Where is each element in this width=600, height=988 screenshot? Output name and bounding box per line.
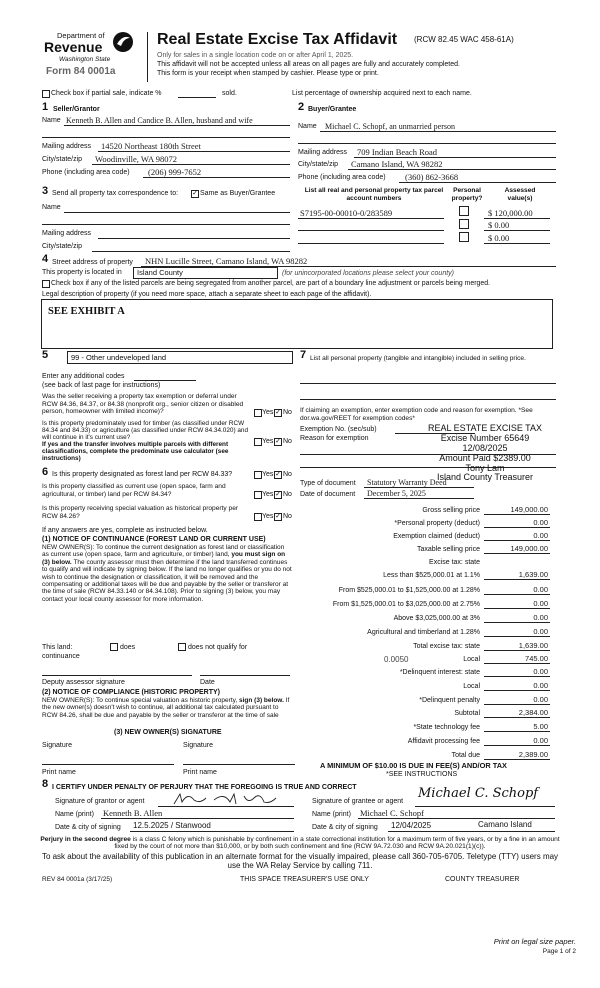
delinquent-state-value[interactable]: 0.00	[533, 667, 548, 676]
county-treasurer-label: COUNTY TREASURER	[445, 876, 520, 883]
dept-line1: Department of	[57, 31, 105, 40]
continuance-heading: (1) NOTICE OF CONTINUANCE (FOREST LAND OR CURRENT USE)	[42, 536, 266, 543]
buyer-name-value[interactable]: Michael C. Schopf, an unmarried person	[325, 122, 455, 131]
total-state-label: Total excise tax: state	[413, 643, 480, 650]
bracket3-value[interactable]: 0.00	[533, 599, 548, 608]
minimum-due-note: A MINIMUM OF $10.00 IS DUE IN FEE(S) AND/OR TAX	[320, 761, 507, 770]
historic-yes-checkbox[interactable]	[254, 513, 262, 521]
personal-col-header: Personal property?	[451, 187, 483, 202]
assessed-col-header: Assessed value(s)	[504, 187, 536, 202]
delinquent-local-label: Local	[463, 683, 480, 690]
deputy-date-label: Date	[200, 679, 215, 686]
seller-name-line	[64, 125, 290, 126]
doc-date-label: Date of document	[300, 491, 356, 498]
excise-state-label: Excise tax: state	[429, 559, 480, 566]
timber-yes-label: Yes	[262, 438, 274, 445]
historic-no-checkbox[interactable]: ✓	[275, 513, 281, 520]
same-as-buyer-checkbox[interactable]: ✓	[192, 190, 198, 197]
timber-question: Is this property predominately used for timber (as classified under RCW 84.34 and 84.33) or agriculture (as classified under RCW 84.34.020) and will continue in it's current use?	[42, 420, 249, 442]
bracket4-value[interactable]: 0.00	[533, 613, 548, 622]
exemption-deduct-label: Exemption claimed (deduct)	[393, 533, 480, 540]
bracket3-label: From $1,525,000.01 to $3,025,000.00 at 2.75%	[332, 601, 480, 608]
assessed-value-1[interactable]: $ 120,000.00	[488, 208, 533, 218]
does-qualify-label: does	[120, 644, 136, 651]
agricultural-label: Agricultural and timberland at 1.28%	[367, 629, 480, 636]
seller-mail-line	[98, 151, 290, 152]
stamp-line2: Excise Number 65649	[440, 433, 530, 443]
located-in-label: This property is located in	[42, 269, 122, 276]
stamp-line4: Amount Paid $2389.00	[439, 453, 531, 463]
see-instructions-note: *SEE INSTRUCTIONS	[386, 771, 458, 778]
additional-codes-note: (see back of last page for instructions)	[42, 382, 161, 389]
form-subtitle-3: This form is your receipt when stamped by cashier. Please type or print.	[157, 70, 379, 77]
historic-question: Is this property receiving special valuation as historical property per RCW 84.26?	[42, 505, 239, 520]
owner-signature-line-1[interactable]	[42, 764, 174, 765]
exemption-yes-label: Yes	[262, 409, 274, 416]
historic-yes-label: Yes	[262, 513, 274, 520]
subtotal-label: Subtotal	[454, 710, 480, 717]
grantor-date-value[interactable]: 12.5.2025 / Stanwood	[133, 821, 211, 830]
buyer-phone-line	[399, 182, 556, 183]
exemption-question: Was the seller receiving a property tax exemption or deferral under RCW 84.36, 84.37, or 84.38 (nonprofit org., senior citizen or disabled person, homeowner with limited income)?	[42, 393, 244, 416]
exemption-yes-checkbox[interactable]	[254, 409, 262, 417]
grantee-date-value[interactable]: 12/04/2025	[391, 821, 432, 830]
timber-no-label: No	[283, 438, 292, 445]
local-value[interactable]: 745.00	[525, 654, 548, 663]
section3-number: 3	[42, 185, 49, 197]
county-select-value: Island County	[137, 268, 183, 277]
revenue-swoosh-icon	[112, 30, 134, 54]
compliance-heading: (2) NOTICE OF COMPLIANCE (HISTORIC PROPERTY)	[42, 689, 220, 696]
grantor-name-line	[101, 818, 294, 819]
buyer-name-label: Name	[298, 123, 317, 130]
owner-signature-label-1: Signature	[42, 742, 72, 749]
does-not-qualify-checkbox[interactable]	[178, 643, 186, 651]
buyer-mail-value[interactable]: 709 Indian Beach Road	[357, 147, 438, 157]
bracket4-label: Above $3,025,000.00 at 3%	[393, 615, 480, 622]
partial-sold-label: sold.	[222, 90, 237, 97]
deputy-date-line[interactable]	[200, 675, 290, 676]
buyer-phone-value[interactable]: (360) 862-3668	[405, 172, 459, 182]
seller-phone-line	[143, 177, 290, 178]
this-land-label: This land:	[42, 644, 73, 651]
form-title-ref: (RCW 82.45 WAC 458-61A)	[414, 35, 514, 44]
buyer-city-label: City/state/zip	[298, 161, 339, 168]
section3-city-line[interactable]	[92, 251, 290, 252]
deputy-signature-label: Deputy assessor signature	[42, 679, 125, 686]
compliance-text: NEW OWNER(S): To continue special valuation as historic property, sign (3) below. If the new owner(s) doesn't wish to continue, all additional tax calculated pursuant to RCW 84.26, shall be due and payable by the seller or transferor at the time of sale	[42, 697, 290, 719]
section3-city-label: City/state/zip	[42, 243, 83, 250]
section4-number: 4	[42, 253, 49, 265]
gross-price-label: Gross selling price	[422, 507, 480, 514]
technology-fee-label: *State technology fee	[413, 724, 480, 731]
doc-date-value[interactable]: December 5, 2025	[367, 489, 426, 498]
local-label: Local	[463, 656, 480, 663]
grantor-date-line	[130, 831, 294, 832]
grantor-signature-label: Signature of grantor or agent	[55, 798, 145, 805]
personal-deduct-label: *Personal property (deduct)	[394, 520, 480, 527]
grantee-name-label: Name (print)	[312, 811, 351, 818]
bracket2-value[interactable]: 0.00	[533, 585, 548, 594]
current-use-no-checkbox[interactable]: ✓	[275, 491, 281, 498]
seller-name-line2	[42, 137, 290, 138]
form-subtitle-2: This affidavit will not be accepted unless all areas on all pages are fully and accurately completed.	[157, 61, 460, 68]
section3-name-line[interactable]	[64, 212, 290, 213]
grantor-name-label: Name (print)	[55, 811, 94, 818]
seller-name-label: Name	[42, 117, 61, 124]
continuance-label: continuance	[42, 653, 80, 660]
total-due-label: Total due	[451, 752, 480, 759]
grantor-name-value[interactable]: Kenneth B. Allen	[103, 808, 163, 818]
total-due-value[interactable]: 2,389.00	[518, 750, 548, 759]
personal-property-checkbox-2[interactable]	[459, 219, 469, 229]
legal-description-value: SEE EXHIBIT A	[48, 306, 125, 317]
delinquent-state-label: *Delinquent interest: state	[399, 669, 480, 676]
personal-property-checkbox-3[interactable]	[459, 232, 469, 242]
legal-description-label: Legal description of property (if you need more space, attach a separate sheet to each page of the affidavit).	[42, 291, 372, 298]
subtotal-value[interactable]: 2,384.00	[518, 708, 548, 717]
grantor-signature[interactable]	[170, 790, 290, 808]
personal-property-line-2[interactable]	[300, 399, 556, 400]
additional-codes-line[interactable]	[134, 380, 196, 381]
buyer-name-line2	[298, 143, 556, 144]
revision-number: REV 84 0001a (3/17/25)	[42, 876, 113, 883]
section5-number: 5	[42, 349, 49, 361]
owner-print-label-1: Print name	[42, 769, 76, 776]
does-not-qualify-label: does not qualify for	[188, 644, 248, 651]
dept-line3: Washington State	[59, 56, 111, 63]
buyer-mail-line	[354, 157, 556, 158]
agricultural-value[interactable]: 0.00	[533, 627, 548, 636]
grantee-date-line	[388, 831, 555, 832]
owner-signature-label-2: Signature	[183, 742, 213, 749]
historic-no-label: No	[283, 513, 292, 520]
exemption-no-checkbox[interactable]: ✓	[275, 409, 281, 416]
personal-property-label: List all personal property (tangible and intangible) included in selling price.	[310, 355, 526, 362]
timber-question-note: If yes and the transfer involves multiple parcels with different classifications, complete the predominate use calculator (see instructions)	[42, 441, 229, 463]
county-select[interactable]	[133, 267, 278, 279]
section7-number: 7	[300, 349, 307, 361]
buyer-name-line	[320, 131, 556, 132]
forest-yes-checkbox[interactable]	[254, 471, 262, 479]
taxable-price-value[interactable]: 149,000.00	[510, 544, 548, 553]
timber-no-checkbox[interactable]: ✓	[275, 438, 281, 445]
total-state-value[interactable]: 1,639.00	[518, 641, 548, 650]
bracket1-label: Less than $525,000.01 at 1.1%	[383, 572, 480, 579]
does-qualify-checkbox[interactable]	[110, 643, 118, 651]
seller-phone-label: Phone (including area code)	[42, 169, 130, 176]
seller-city-value[interactable]: Woodinville, WA 98072	[95, 154, 178, 164]
buyer-city-value[interactable]: Camano Island, WA 98282	[351, 159, 443, 169]
grantee-city-value[interactable]: Camano Island	[478, 820, 532, 829]
personal-property-checkbox-1[interactable]	[459, 206, 469, 216]
form-number: Form 84 0001a	[46, 66, 116, 77]
bracket1-value[interactable]: 1,639.00	[518, 570, 548, 579]
personal-property-line-1[interactable]	[300, 383, 556, 384]
grantee-name-line	[358, 818, 555, 819]
perjury-notice: Perjury in the second degree is a class C felony which is punishable by confinement in a state correctional institution for a maximum term of five years, or by a fine in an amount fixed by the court of not more than $10,000, or by both such confinement and fine (RCW 9A.72.030 and RCW 9A.20.021(1)(c)).	[40, 836, 560, 851]
partial-percent-line[interactable]	[178, 97, 216, 98]
treasurer-space-label: THIS SPACE TREASURER'S USE ONLY	[240, 876, 369, 883]
land-use-value: 99 - Other undeveloped land	[71, 353, 167, 362]
seller-mail-value[interactable]: 14520 Northeast 180th Street	[101, 141, 201, 151]
section2-number: 2	[298, 101, 305, 113]
seller-phone-value[interactable]: (206) 999-7652	[148, 167, 202, 177]
section3-label: Send all property tax correspondence to:	[52, 190, 179, 197]
forest-no-label: No	[283, 471, 292, 478]
bracket2-label: From $525,000.01 to $1,525,000.00 at 1.28%	[338, 587, 480, 594]
form-title: Real Estate Excise Tax Affidavit	[157, 31, 398, 48]
form-subtitle-1: Only for sales in a single location code on or after April 1, 2025.	[157, 52, 354, 59]
section3-name-line2	[42, 224, 290, 225]
timber-yes-checkbox[interactable]	[254, 438, 262, 446]
stamp-line1: REAL ESTATE EXCISE TAX	[427, 423, 543, 433]
current-use-yes-label: Yes	[262, 491, 274, 498]
exemption-number-label: Exemption No. (sec/sub)	[300, 426, 377, 433]
land-use-select[interactable]	[67, 351, 293, 364]
continuance-text: NEW OWNER(S): To continue the current designation as forest land or classification as current use (open space, farm and agriculture, or timber) land, you must sign on (3) below. The county assessor must then determine if the land transferred continues to qualify and will indicate by signing below. If the land no longer qualifies or you do not wish to continue the designation or classification, it will be removed and the compensating or additional taxes will be due and payable by the seller or transferor at the time of sale (RCW 84.33.140 or 84.34.108). Prior to signing (3) below, you may contact your local county assessor for more information.	[42, 544, 292, 603]
affidavit-fee-label: Affidavit processing fee	[407, 738, 480, 745]
doc-date-line	[364, 498, 474, 499]
answers-note: If any answers are yes, complete as instructed below.	[42, 527, 208, 534]
current-use-question: Is this property classified as current use (open space, farm and agricultural, or timber) land per RCW 84.34?	[42, 483, 226, 498]
seller-heading: Seller/Grantor	[53, 106, 100, 113]
section1-number: 1	[42, 101, 49, 113]
forest-yes-label: Yes	[262, 471, 274, 478]
exemption-no-label: No	[283, 409, 292, 416]
owner-print-label-2: Print name	[183, 769, 217, 776]
print-legal-note: Print on legal size paper.	[493, 937, 576, 946]
forest-no-checkbox[interactable]: ✓	[275, 471, 281, 478]
current-use-yes-checkbox[interactable]	[254, 491, 262, 499]
parcel-number-1[interactable]: S7195-00-00010-0/283589	[300, 208, 393, 218]
legal-description-box[interactable]	[41, 299, 553, 349]
stamp-line3: 12/08/2025	[462, 443, 508, 453]
exemption-claim-label: If claiming an exemption, enter exemption code and reason for exemption. *See dor.wa.gov/REET for exemption codes*	[300, 407, 533, 422]
personal-deduct-value[interactable]: 0.00	[533, 518, 548, 527]
dept-line2: Revenue	[44, 39, 103, 55]
exemption-deduct-value[interactable]: 0.00	[533, 531, 548, 540]
delinquent-penalty-label: *Delinquent penalty	[419, 697, 480, 704]
stamp-line6: Island County Treasurer	[436, 472, 534, 482]
section8-number: 8	[42, 778, 49, 790]
additional-codes-label: Enter any additional codes	[42, 373, 125, 380]
page-number: Page 1 of 2	[542, 948, 576, 955]
doc-type-line	[364, 487, 474, 488]
technology-fee-value[interactable]: 5.00	[533, 722, 548, 731]
alt-format-notice: To ask about the availability of this publication in an alternate format for the visually impaired, please call 360-705-6705. Teletype (TTY) users may use the WA Relay Service by calling 711.	[41, 852, 559, 870]
delinquent-penalty-value[interactable]: 0.00	[533, 695, 548, 704]
seller-city-label: City/state/zip	[42, 156, 83, 163]
owner-signature-line-2[interactable]	[183, 764, 295, 765]
section3-mail-label: Mailing address	[42, 230, 92, 237]
doc-type-label: Type of document	[300, 480, 356, 487]
grantee-signature-label: Signature of grantee or agent	[312, 798, 404, 805]
dor-logo	[40, 30, 140, 82]
seller-city-line	[92, 164, 290, 165]
grantor-date-label: Date & city of signing	[55, 824, 121, 831]
assessed-value-3[interactable]: $ 0.00	[488, 233, 510, 243]
doc-type-value[interactable]: Statutory Warranty Deed	[367, 478, 447, 487]
assessed-value-2[interactable]: $ 0.00	[488, 220, 510, 230]
street-address-value[interactable]: NHN Lucille Street, Camano Island, WA 98282	[145, 256, 308, 266]
segregation-label: Check box if any of the listed parcels are being segregated from another parcel, are part of a boundary line adjustment or parcels being merged.	[51, 280, 490, 287]
seller-name-value[interactable]: Kenneth B. Allen and Candice B. Allen, husband and wife	[66, 116, 253, 125]
grantee-signature-line	[415, 806, 555, 807]
taxable-price-label: Taxable selling price	[416, 546, 480, 553]
section3-name-label: Name	[42, 204, 61, 211]
same-as-buyer-label: Same as Buyer/Grantee	[200, 190, 276, 197]
forest-question: Is this property designated as forest land per RCW 84.33?	[52, 471, 233, 478]
section3-mail-line[interactable]	[98, 238, 290, 239]
partial-sale-checkbox[interactable]	[42, 90, 50, 98]
buyer-heading: Buyer/Grantee	[308, 106, 357, 113]
buyer-mail-label: Mailing address	[298, 149, 348, 156]
buyer-city-line	[348, 169, 556, 170]
current-use-no-label: No	[283, 491, 292, 498]
segregation-checkbox[interactable]	[42, 280, 50, 288]
delinquent-local-value[interactable]: 0.00	[533, 681, 548, 690]
local-rate-value: 0.0050	[384, 655, 409, 664]
parcel-col-header: List all real and personal property tax parcel account numbers	[304, 187, 444, 202]
affidavit-fee-value[interactable]: 0.00	[533, 736, 548, 745]
partial-sale-label: Check box if partial sale, indicate %	[51, 90, 162, 97]
deputy-signature-line[interactable]	[42, 675, 192, 676]
seller-mail-label: Mailing address	[42, 143, 92, 150]
grantee-signature[interactable]: Michael C. Schopf	[418, 786, 539, 801]
gross-price-value[interactable]: 149,000.00	[510, 505, 548, 514]
stamp-line5: Tony Lam	[465, 463, 505, 473]
grantee-date-label: Date & city of signing	[312, 824, 378, 831]
header-divider	[147, 32, 148, 82]
section6-number: 6	[42, 466, 49, 478]
exemption-reason-label: Reason for exemption	[300, 435, 369, 442]
certify-statement: I CERTIFY UNDER PENALTY OF PERJURY THAT THE FOREGOING IS TRUE AND CORRECT	[52, 784, 357, 791]
grantee-name-value[interactable]: Michael C. Schopf	[360, 808, 424, 818]
street-address-label: Street address of property	[52, 259, 133, 266]
county-select-note: (for unincorporated locations please select your county)	[282, 270, 454, 277]
new-owner-signature-heading: (3) NEW OWNER(S) SIGNATURE	[114, 729, 222, 736]
ownership-note: List percentage of ownership acquired next to each name.	[292, 90, 472, 97]
buyer-phone-label: Phone (including area code)	[298, 174, 386, 181]
